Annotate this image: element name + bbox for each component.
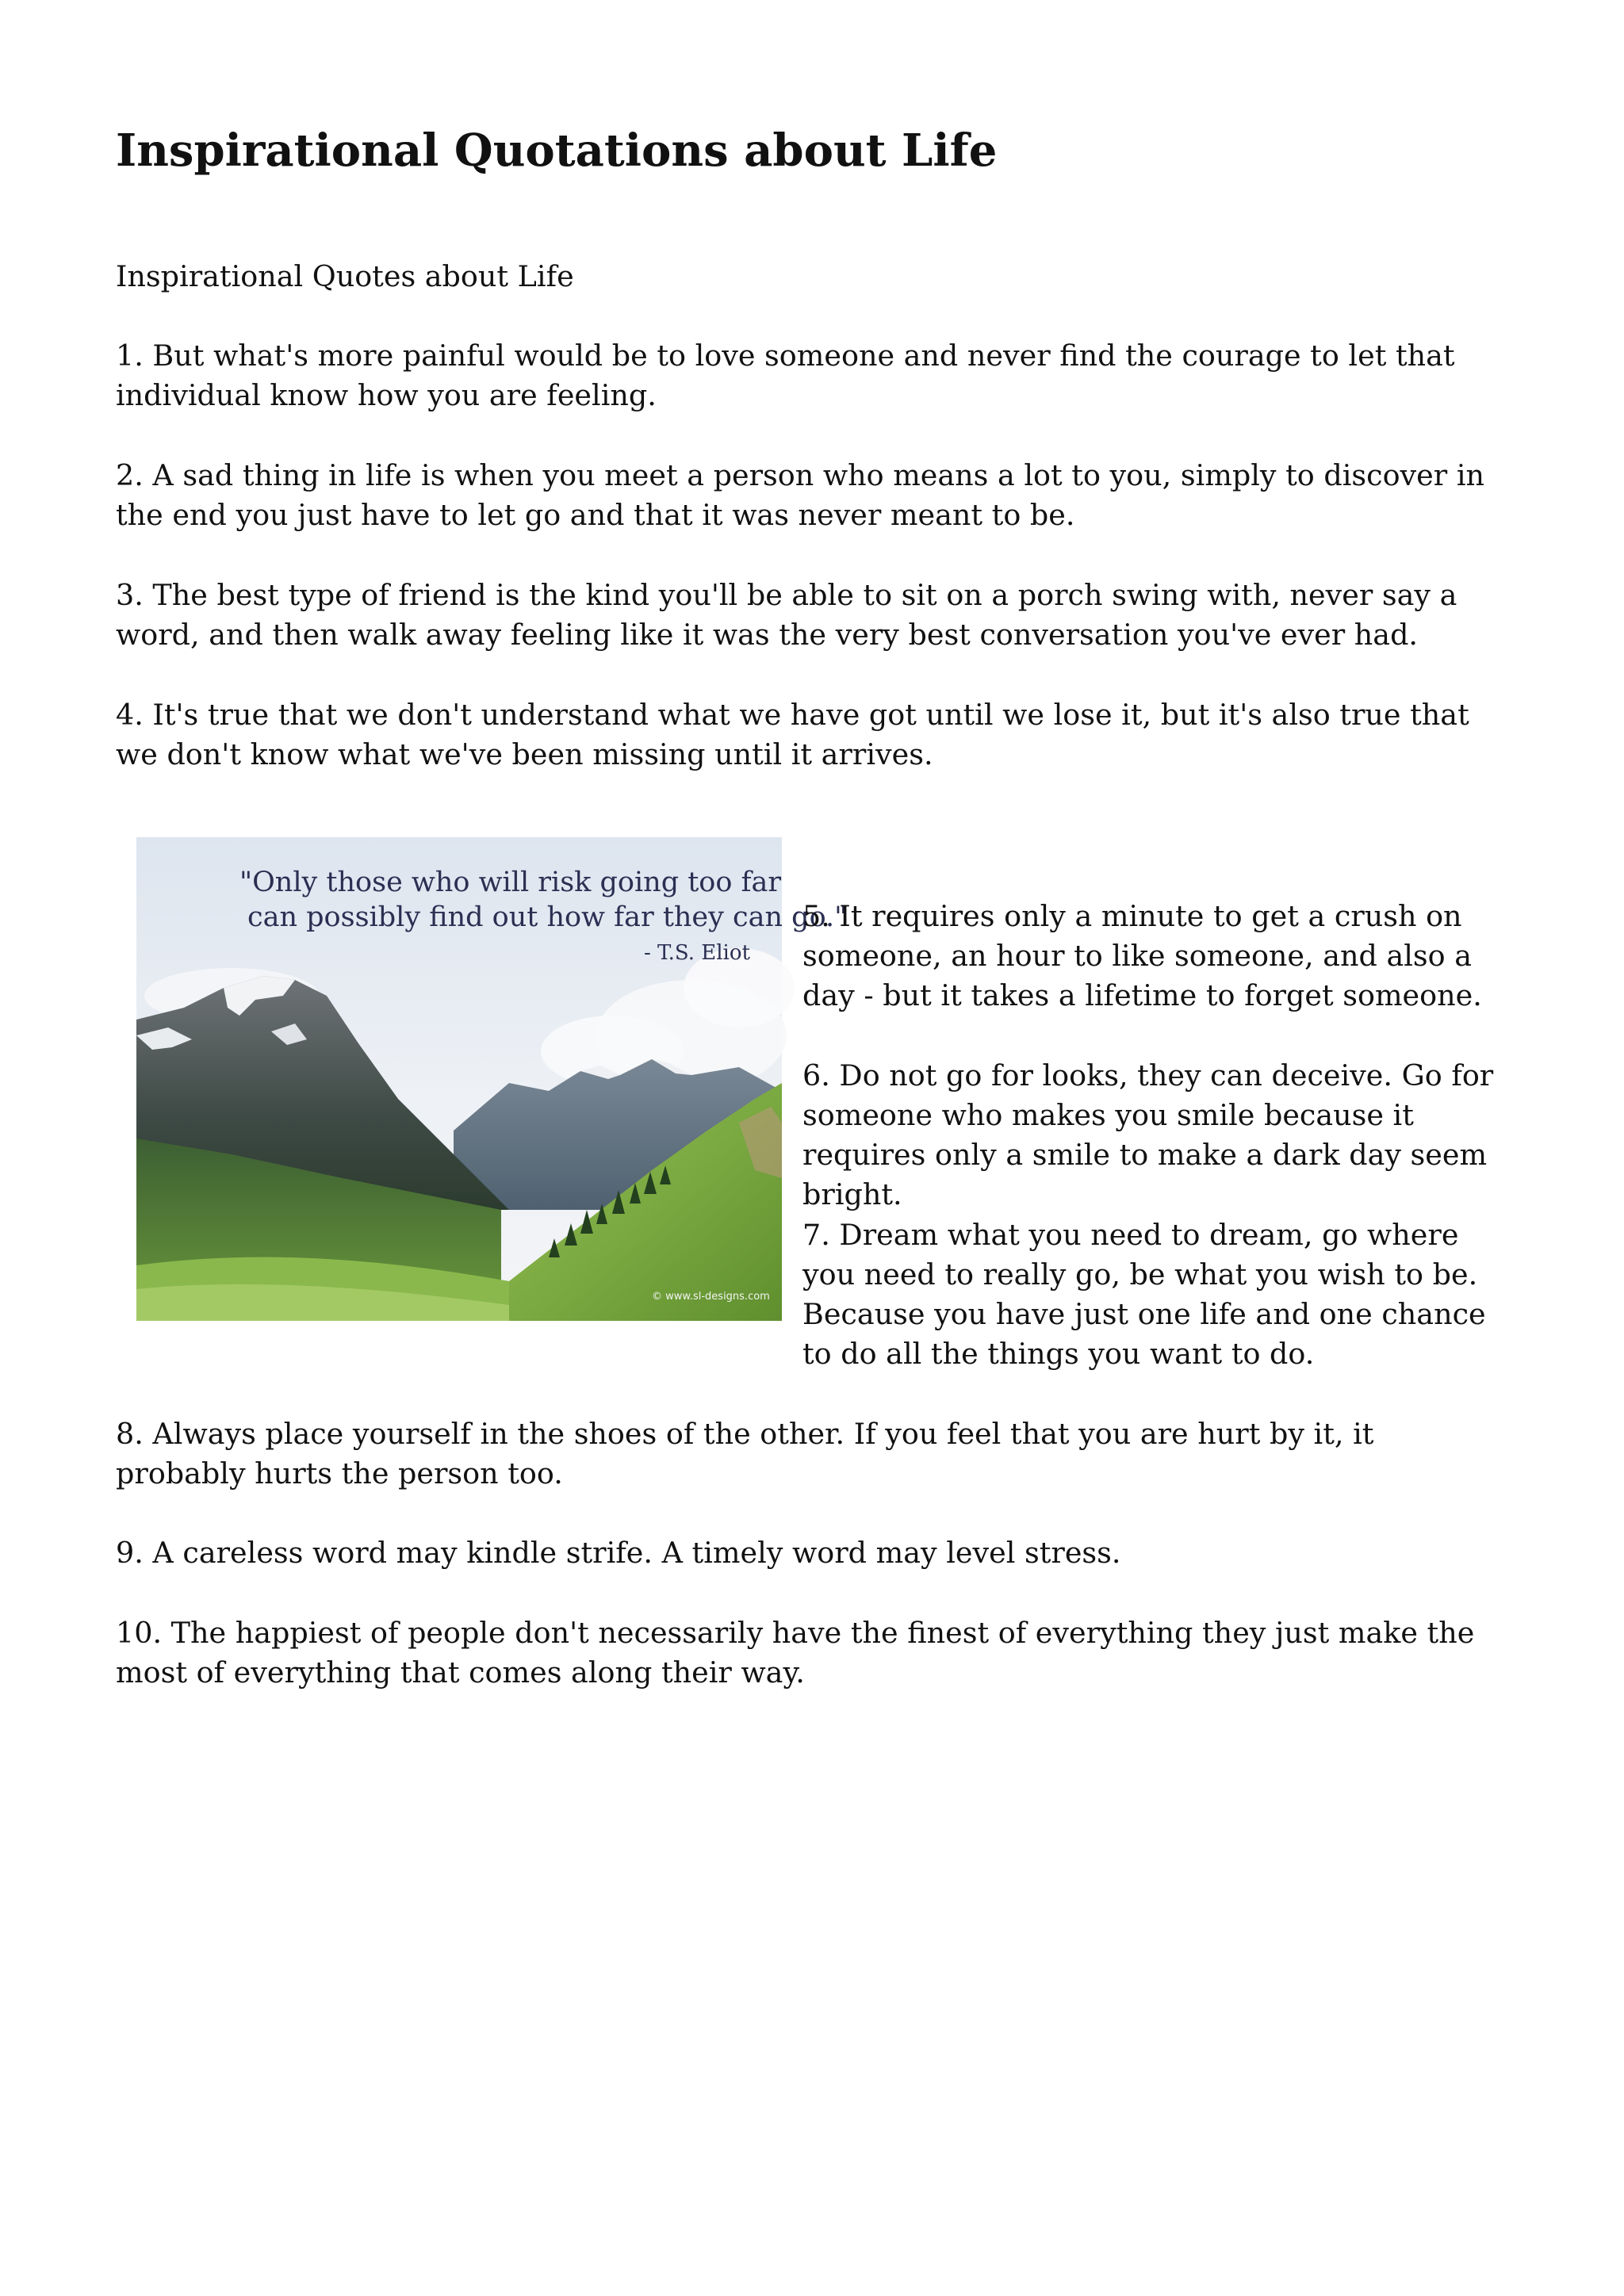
quote-5: 5. It requires only a minute to get a crush on someone, an hour to like someone, and also a day - but it takes a lifetime to forget someone.: [802, 899, 1482, 1012]
quote-10: 10. The happiest of people don't necessarily have the finest of everything they just make the most of everything that comes along their way.: [116, 1616, 1475, 1689]
quote-2: 2. A sad thing in life is when you meet a person who means a lot to you, simply to discover in the end you just have to let go and that it was never meant to be.: [116, 458, 1484, 532]
image-quote-line-2: can possibly find out how far they can go.": [247, 901, 848, 933]
quote-8: 8. Always place yourself in the shoes of the other. If you feel that you are hurt by it, it probably hurts the person too.: [116, 1417, 1374, 1490]
quote-4: 4. It's true that we don't understand what we have got until we lose it, but it's also true that we don't know what we've been missing until it arrives.: [116, 698, 1469, 771]
image-quote-line-1: "Only those who will risk going too far: [239, 867, 782, 898]
mountain-quote-image: [136, 837, 848, 1321]
quote-9: 9. A careless word may kindle strife. A timely word may level stress.: [116, 1536, 1121, 1570]
image-watermark: © www.sl-designs.com: [652, 1291, 770, 1303]
quote-6: 6. Do not go for looks, they can deceive. Go for someone who makes you smile because it requires only a smile to make a dark day seem bright.: [802, 1058, 1494, 1211]
quote-1: 1. But what's more painful would be to love someone and never find the courage to let that individual know how you are feeling.: [116, 339, 1455, 412]
quote-3: 3. The best type of friend is the kind you'll be able to sit on a porch swing with, never say a word, and then walk away feeling like it was the very best conversation you've ever had.: [116, 578, 1457, 652]
section-subtitle: Inspirational Quotes about Life: [116, 259, 574, 293]
page-title: Inspirational Quotations about Life: [116, 124, 998, 177]
mountain-landscape-illustration: [136, 837, 848, 1321]
quote-7: 7. Dream what you need to dream, go where you need to really go, be what you wish to be. Because you have just one life and one chance to do all the things you want to do.: [802, 1218, 1486, 1371]
image-attribution: - T.S. Eliot: [644, 941, 750, 965]
